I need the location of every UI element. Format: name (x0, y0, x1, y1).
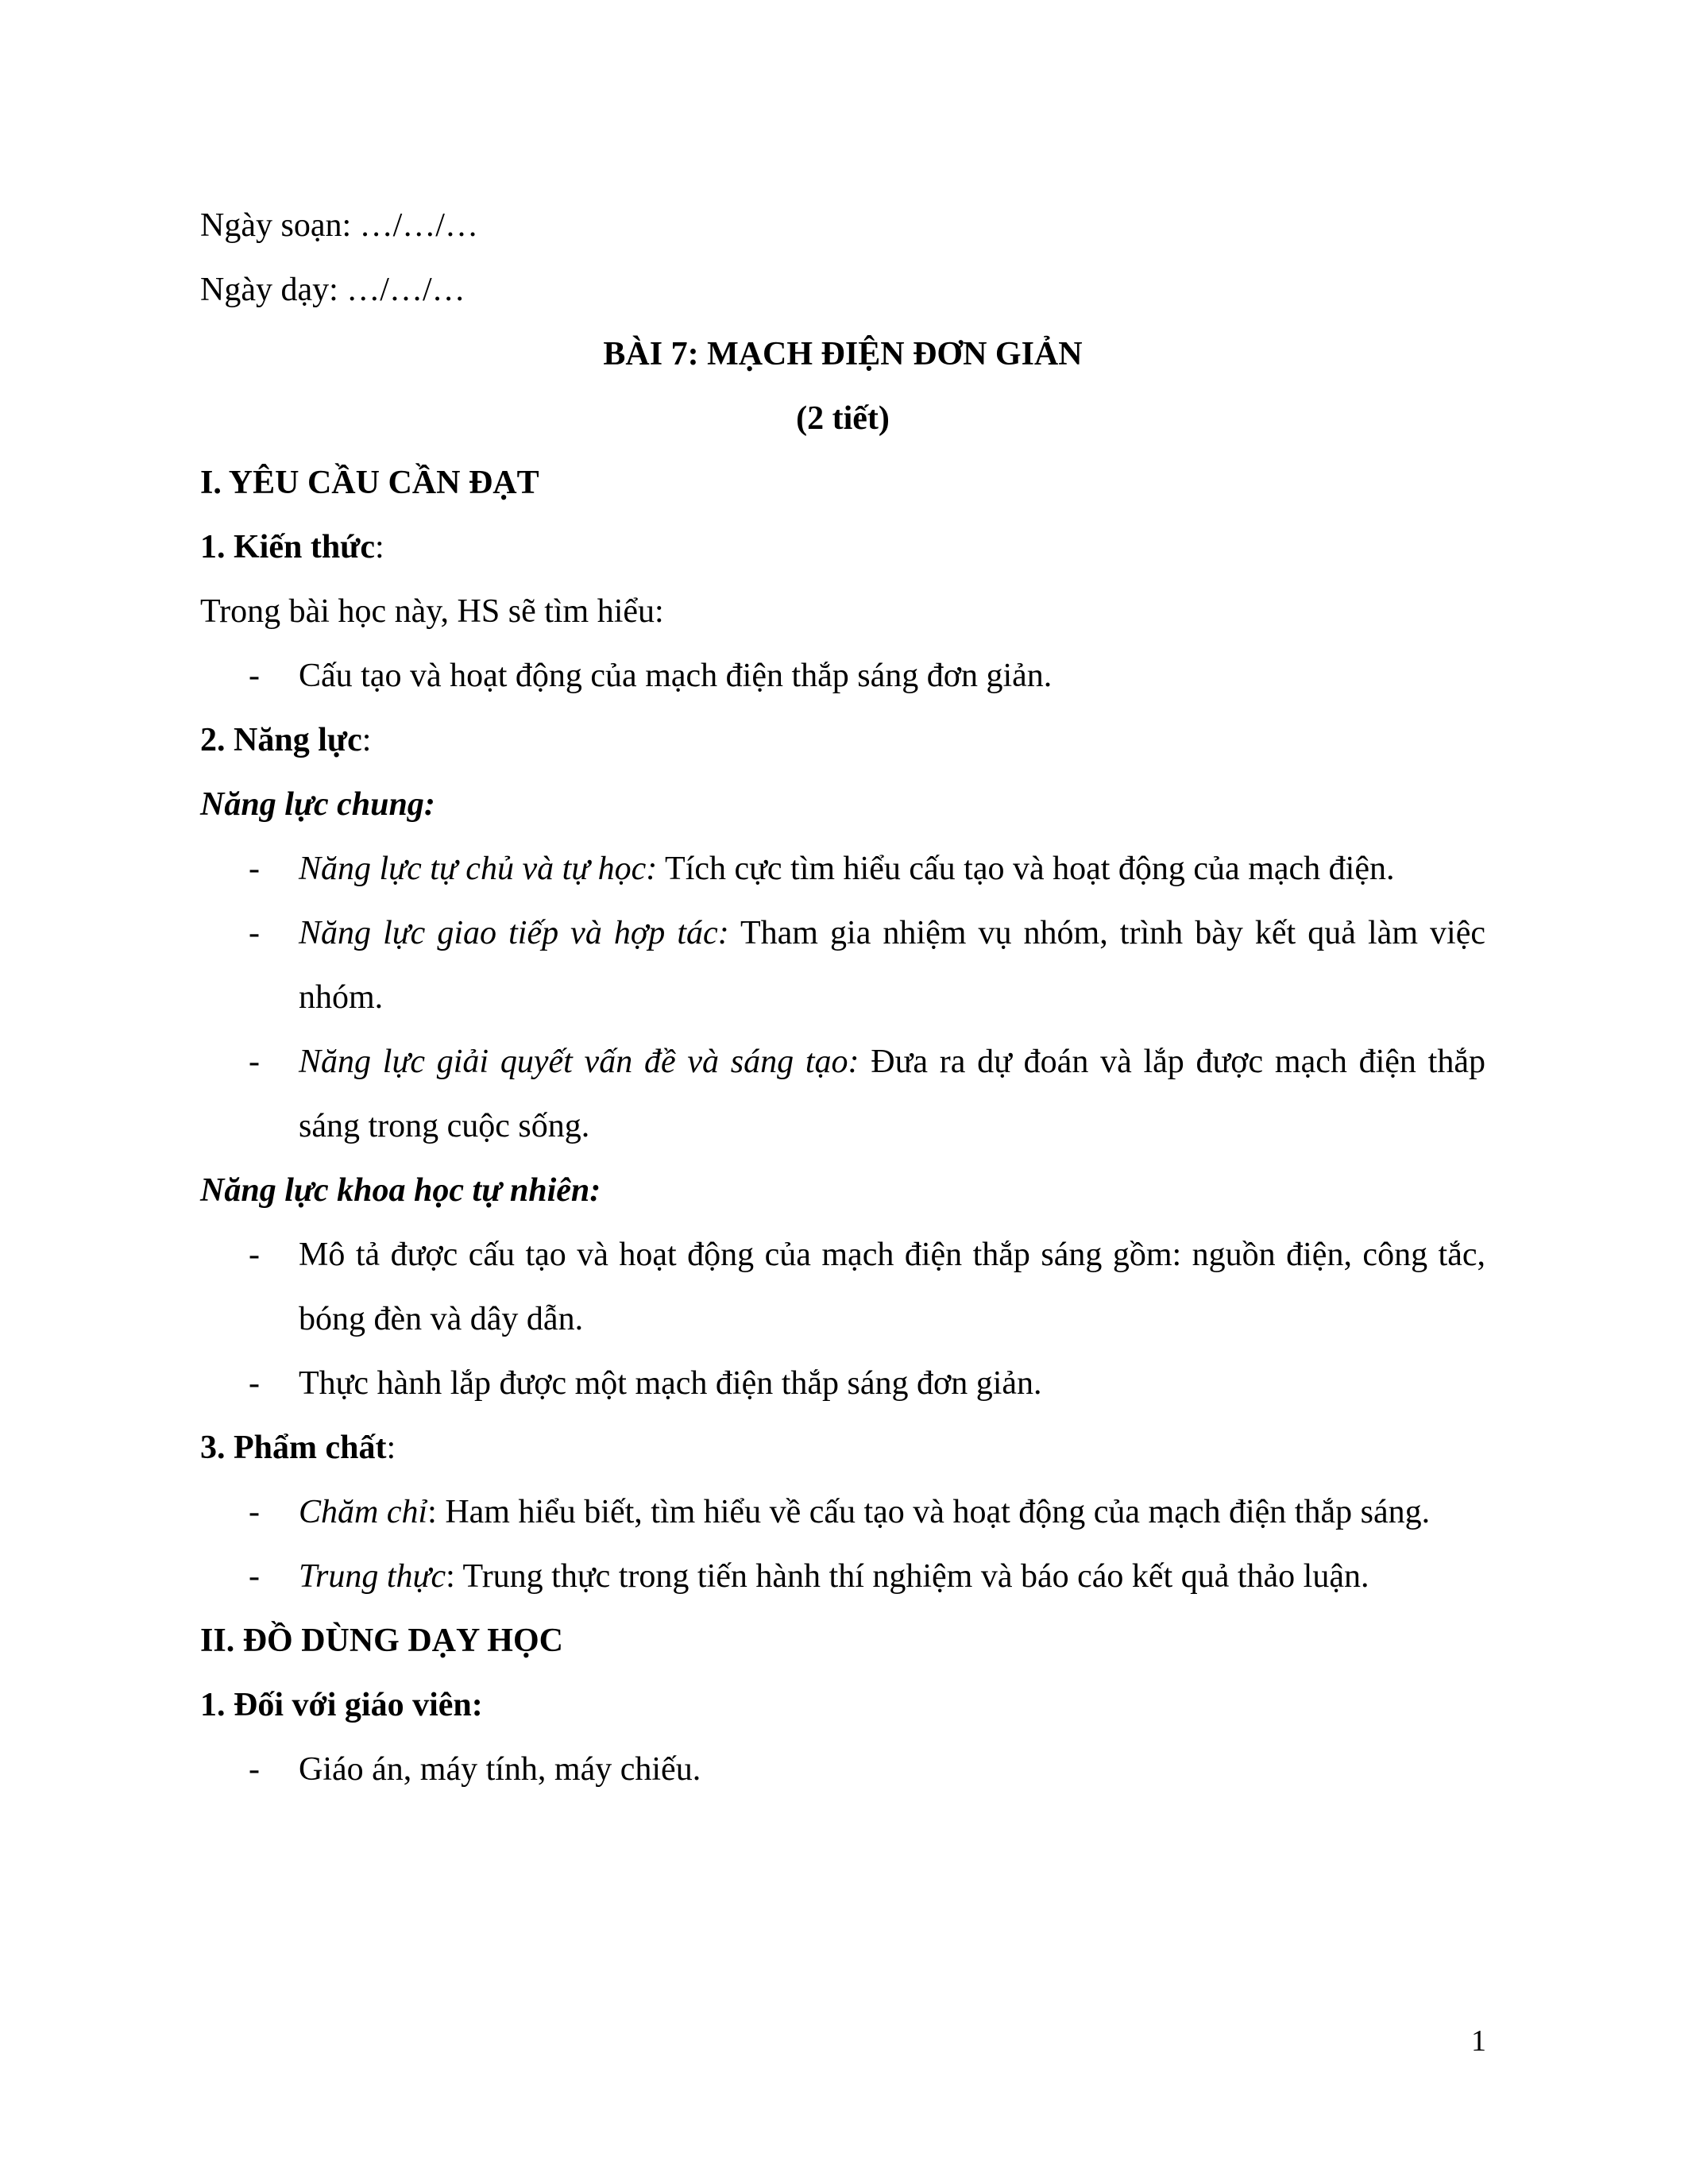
lesson-duration: (2 tiết) (796, 400, 890, 437)
quality-label: Chăm chỉ (299, 1494, 428, 1530)
general-competency-heading: Năng lực chung: (200, 786, 435, 823)
general-competency-item (200, 837, 1485, 901)
knowledge-item-text: Cấu tạo và hoạt động của mạch điện thắp sáng đơn giản. (299, 658, 1053, 694)
science-competency-item (200, 1352, 1485, 1416)
competency-heading-colon: : (361, 722, 372, 758)
bullet-dash: - (249, 1365, 260, 1402)
teacher-materials-item (200, 1738, 1485, 1802)
general-competency-item (200, 901, 1485, 1030)
general-competency-item (200, 1030, 1485, 1159)
document-page (200, 194, 1485, 1802)
science-competency-item (200, 1223, 1485, 1352)
quality-heading-text: 3. Phẩm chất (200, 1430, 387, 1466)
prep-date: Ngày soạn: …/…/… (200, 207, 478, 244)
quality-item-text (299, 1480, 1485, 1545)
quality-item (200, 1480, 1485, 1545)
bullet-dash: - (249, 1237, 260, 1273)
competency-description: Đưa ra dự đoán và lắp được mạch điện thắp sáng trong cuộc sống. (299, 1044, 1485, 1144)
knowledge-heading-colon: : (375, 529, 384, 565)
bullet-dash: - (249, 915, 260, 951)
teacher-materials-heading: 1. Đối với giáo viên: (200, 1687, 483, 1723)
bullet-dash: - (249, 1494, 260, 1530)
general-competency-item-text (299, 837, 1485, 901)
quality-description: : Trung thực trong tiến hành thí nghiệm và báo cáo kết quả thảo luận. (446, 1558, 1369, 1595)
quality-label: Trung thực (299, 1558, 446, 1595)
science-competency-item-text: Thực hành lắp được một mạch điện thắp sáng đơn giản. (299, 1365, 1042, 1402)
competency-label: Năng lực giao tiếp và hợp tác: (299, 915, 729, 951)
competency-description: Tham gia nhiệm vụ nhóm, trình bày kết quả làm việc nhóm. (299, 915, 1486, 1016)
knowledge-heading-text: 1. Kiến thức (200, 529, 376, 565)
section-requirements-heading: I. YÊU CẦU CẦN ĐẠT (200, 465, 539, 501)
quality-heading (200, 1416, 1485, 1480)
knowledge-intro: Trong bài học này, HS sẽ tìm hiểu: (200, 593, 664, 630)
bullet-dash: - (249, 851, 260, 887)
general-competency-item-text (299, 901, 1485, 1030)
competency-heading-text: 2. Năng lực (200, 722, 362, 758)
quality-item (200, 1545, 1485, 1609)
teach-date: Ngày dạy: …/…/… (200, 272, 465, 308)
competency-description: Tích cực tìm hiểu cấu tạo và hoạt động của mạch điện. (657, 851, 1395, 887)
bullet-dash: - (249, 1044, 260, 1080)
section-materials-heading: II. ĐỒ DÙNG DẠY HỌC (200, 1623, 563, 1659)
quality-item-text (299, 1545, 1485, 1609)
science-competency-item-text: Mô tả được cấu tạo và hoạt động của mạch điện thắp sáng gồm: nguồn điện, công tắc, bóng đèn và dây dẫn. (299, 1237, 1485, 1337)
knowledge-heading (200, 515, 1485, 580)
knowledge-item (200, 644, 1485, 708)
quality-description: : Ham hiểu biết, tìm hiểu về cấu tạo và hoạt động của mạch điện thắp sáng. (427, 1494, 1431, 1530)
page-number: 1 (1471, 2024, 1486, 2058)
competency-label: Năng lực giải quyết vấn đề và sáng tạo: (299, 1044, 859, 1080)
lesson-title: BÀI 7: MẠCH ĐIỆN ĐƠN GIẢN (603, 336, 1083, 372)
teacher-materials-item-text: Giáo án, máy tính, máy chiếu. (299, 1751, 701, 1788)
bullet-dash: - (249, 658, 260, 694)
competency-label: Năng lực tự chủ và tự học: (299, 851, 658, 887)
competency-heading (200, 708, 1485, 773)
quality-heading-colon: : (386, 1430, 396, 1466)
science-competency-heading: Năng lực khoa học tự nhiên: (200, 1172, 601, 1209)
bullet-dash: - (249, 1751, 260, 1788)
bullet-dash: - (249, 1558, 260, 1595)
general-competency-item-text (299, 1030, 1485, 1159)
